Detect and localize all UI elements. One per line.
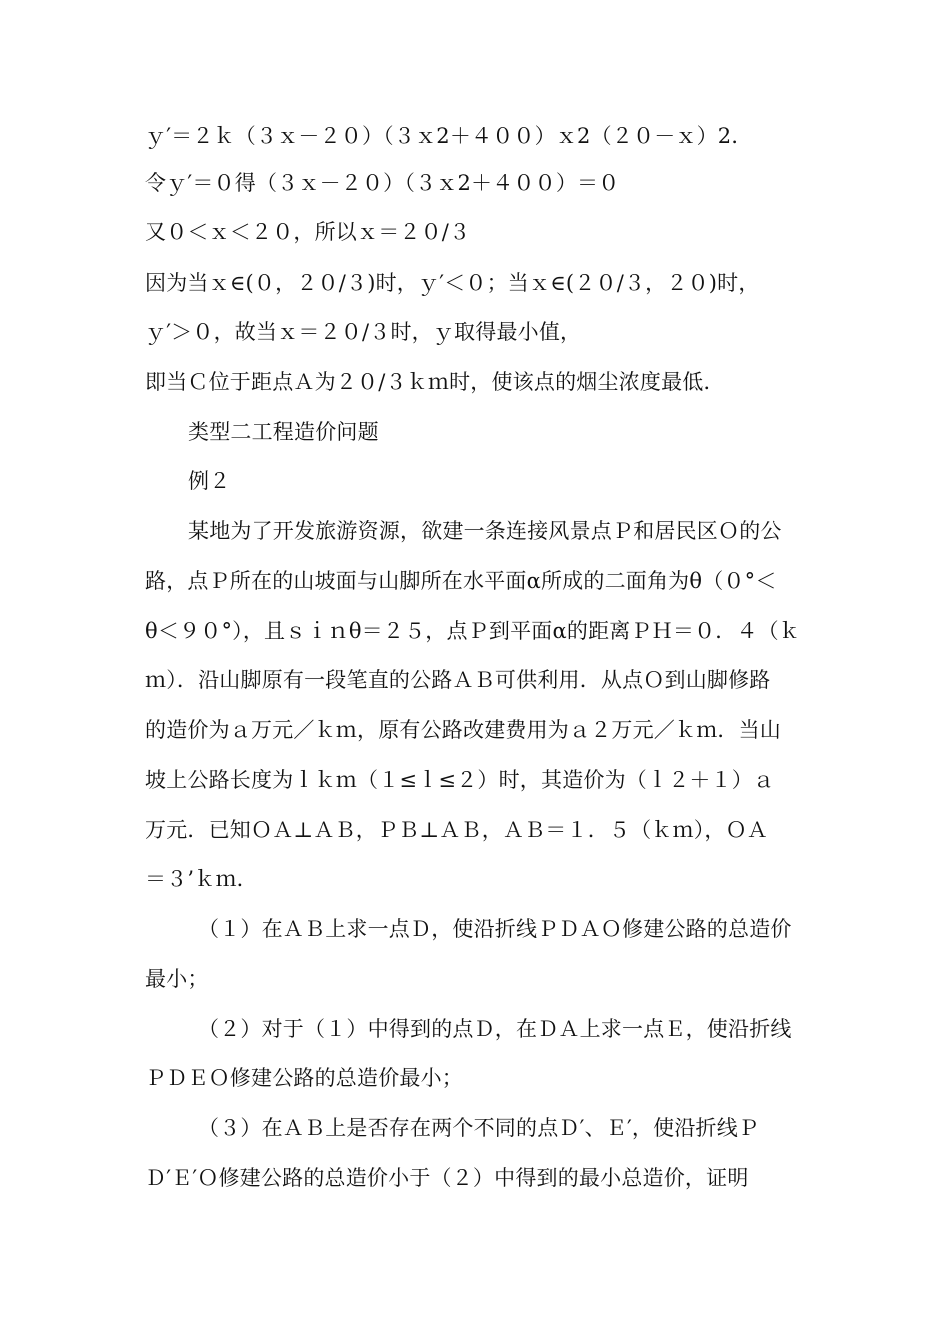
text-line: 坡上公路长度为ｌｋｍ（１≤ｌ≤２）时，其造价为（ｌ２＋１）ａ <box>145 768 775 792</box>
text-line: 即当Ｃ位于距点Ａ为２０/３ｋｍ时，使该点的烟尘浓度最低． <box>145 370 725 394</box>
example-label: 例２ <box>188 469 231 493</box>
question-line: 最小； <box>145 967 209 991</box>
text-line: 万元．已知ＯＡ⊥ＡＢ，ＰＢ⊥ＡＢ，ＡＢ＝１．５（ｋｍ），ＯＡ <box>145 818 768 842</box>
text-line: 令ｙ′＝０得（３ｘ－２０）（３ｘ2＋４００）＝０ <box>145 171 620 195</box>
text-line: ｙ′＞０，故当ｘ＝２０/３时，ｙ取得最小值， <box>145 320 582 344</box>
text-line: 某地为了开发旅游资源，欲建一条连接风景点Ｐ和居民区Ｏ的公 <box>188 519 782 543</box>
question-line: （３）在ＡＢ上是否存在两个不同的点Ｄ′、Ｅ′，使沿折线Ｐ <box>198 1116 760 1140</box>
text-line: 又０＜ｘ＜２０，所以ｘ＝２０/３ <box>145 220 471 244</box>
text-line: ｍ）．沿山脚原有一段笔直的公路ＡＢ可供利用．从点Ｏ到山脚修路 <box>145 668 771 692</box>
text-line: ＝３’ｋｍ． <box>145 867 258 891</box>
text-line: 因为当ｘ∈(０，２０/３)时，ｙ′＜０；当ｘ∈(２０/３，２０)时， <box>145 271 760 295</box>
text-line: 的造价为ａ万元／ｋｍ，原有公路改建费用为ａ２万元／ｋｍ．当山 <box>145 718 781 742</box>
text-line: 路，点Ｐ所在的山坡面与山脚所在水平面α所成的二面角为θ（０°＜ <box>145 569 777 593</box>
question-line: Ｄ′Ｅ′Ｏ修建公路的总造价小于（２）中得到的最小总造价，证明 <box>145 1166 749 1190</box>
text-line: ｙ′＝２ｋ（３ｘ－２０）（３ｘ2＋４００）ｘ2（２０－ｘ）2． <box>145 124 753 148</box>
question-line: （２）对于（１）中得到的点Ｄ，在ＤＡ上求一点Ｅ，使沿折线 <box>198 1017 792 1041</box>
question-line: ＰＤＥＯ修建公路的总造价最小； <box>145 1066 463 1090</box>
text-line: θ＜９０°），且ｓｉｎθ＝２５，点Ｐ到平面α的距离ＰＨ＝０．４（ｋ <box>145 619 801 643</box>
question-line: （１）在ＡＢ上求一点Ｄ，使沿折线ＰＤＡＯ修建公路的总造价 <box>198 917 792 941</box>
section-heading: 类型二工程造价问题 <box>188 420 379 444</box>
